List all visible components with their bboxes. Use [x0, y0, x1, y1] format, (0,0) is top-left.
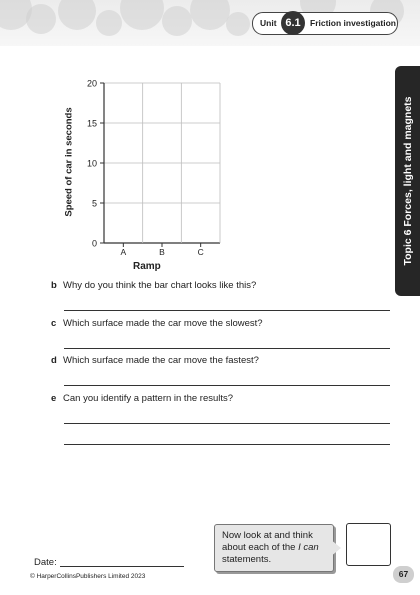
decorative-bubble: [26, 4, 56, 34]
decorative-bubble: [120, 0, 164, 30]
callout-text: [222, 530, 319, 566]
answer-line[interactable]: [64, 348, 390, 349]
answer-line[interactable]: [64, 423, 390, 424]
decorative-bubble: [96, 10, 122, 36]
chart-y-axis-label: Speed of car in seconds: [63, 107, 75, 217]
question-text: Can you identify a pattern in the results?: [63, 393, 234, 404]
x-tick-label: A: [120, 247, 127, 257]
question-c: [51, 318, 263, 329]
question-text: Why do you think the bar chart looks like this?: [63, 280, 257, 291]
question-b: [51, 280, 256, 291]
y-tick-label: 5: [91, 198, 97, 209]
x-tick-label: B: [159, 247, 165, 257]
question-d: [51, 355, 259, 366]
chart-x-axis-label: Ramp: [133, 261, 161, 272]
y-tick-label: 15: [86, 118, 97, 129]
answer-line[interactable]: [64, 385, 390, 386]
decorative-bubble: [162, 6, 192, 36]
question-letter: d: [51, 355, 57, 366]
answer-line[interactable]: [64, 310, 390, 311]
date-label: Date:: [34, 557, 57, 568]
topic-label: Topic 6 Forces, light and magnets: [401, 96, 414, 266]
decorative-bubble: [58, 0, 96, 30]
page-number: 67: [393, 566, 414, 583]
decorative-bubble: [190, 0, 230, 30]
callout-line: Now look at and think: [222, 530, 313, 541]
i-can-callout: [214, 524, 334, 572]
y-tick-label: 20: [86, 78, 97, 89]
x-tick-label: C: [197, 247, 204, 257]
y-tick-label: 10: [86, 158, 97, 169]
unit-badge: [252, 12, 398, 35]
question-e: [51, 393, 233, 404]
question-text: Which surface made the car move the slowest?: [63, 318, 263, 329]
decorative-bubble: [226, 12, 250, 36]
question-letter: b: [51, 280, 57, 291]
callout-line: statements.: [222, 554, 272, 565]
self-assessment-box[interactable]: [346, 523, 391, 566]
unit-number: 6.1: [281, 11, 305, 35]
date-field[interactable]: [60, 566, 184, 567]
callout-arrow: [330, 539, 341, 557]
callout-italic: I can: [298, 542, 319, 553]
topic-side-tab: [395, 66, 420, 296]
callout-line: about each of the: [222, 542, 299, 553]
answer-line[interactable]: [64, 444, 390, 445]
y-tick-label: 0: [91, 238, 97, 249]
copyright-notice: © HarperCollinsPublishers Limited 2023: [30, 573, 146, 580]
question-letter: c: [51, 318, 57, 329]
unit-label: Unit: [260, 18, 277, 28]
bar-chart-grid: [84, 77, 224, 257]
question-letter: e: [51, 393, 57, 404]
question-text: Which surface made the car move the fastest?: [63, 355, 259, 366]
unit-title: Friction investigation: [310, 18, 396, 28]
